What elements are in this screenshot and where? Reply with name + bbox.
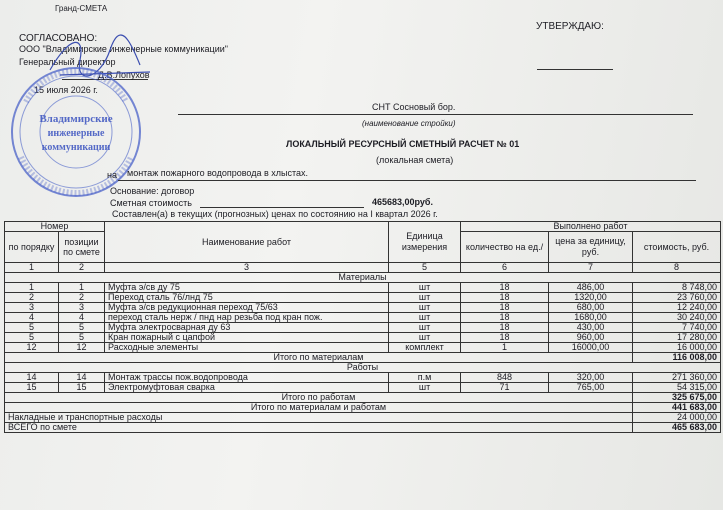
row-qty: 1	[461, 343, 549, 353]
row-unit: шт	[389, 293, 461, 303]
object-caption: (наименование стройки)	[362, 119, 456, 128]
estimate-subtitle: (локальная смета)	[376, 155, 454, 165]
overhead-label: Накладные и транспортные расходы	[5, 413, 633, 423]
row-pos: 14	[59, 373, 105, 383]
col-price-header: цена за единицу, руб.	[549, 232, 633, 263]
work-prefix: на	[107, 170, 117, 180]
row-seq: 5	[5, 323, 59, 333]
row-name: Электромуфтовая сварка	[105, 383, 389, 393]
row-pos: 2	[59, 293, 105, 303]
col-num: 3	[105, 263, 389, 273]
row-qty: 18	[461, 323, 549, 333]
row-unit: комплект	[389, 343, 461, 353]
company-stamp	[6, 62, 146, 202]
cost-value: 465683,00руб.	[372, 197, 433, 207]
stamp-line-3: коммуникации	[41, 142, 111, 153]
row-seq: 12	[5, 343, 59, 353]
material-row	[5, 313, 721, 323]
row-seq: 14	[5, 373, 59, 383]
grand-total-label: ВСЕГО по смете	[5, 423, 633, 433]
row-name: Муфта э/св редукционная переход 75/63	[105, 303, 389, 313]
row-unit: шт	[389, 383, 461, 393]
col-seq-header: по порядку	[5, 232, 59, 263]
prices-note: Составлен(а) в текущих (прогнозных) ценах по состоянию на I квартал 2026 г.	[112, 209, 438, 219]
row-cost: 23 760,00	[633, 293, 721, 303]
row-seq: 4	[5, 313, 59, 323]
row-price: 320,00	[549, 373, 633, 383]
row-seq: 15	[5, 383, 59, 393]
col-unit-header: Единица измерения	[389, 222, 461, 263]
work-row	[5, 383, 721, 393]
row-pos: 5	[59, 333, 105, 343]
material-row	[5, 343, 721, 353]
estimate-title: ЛОКАЛЬНЫЙ РЕСУРСНЫЙ СМЕТНЫЙ РАСЧЕТ № 01	[286, 139, 520, 149]
total-materials-value: 116 008,00	[633, 353, 721, 363]
row-name: Монтаж трассы пож.водопровода	[105, 373, 389, 383]
row-unit: шт	[389, 313, 461, 323]
total-materials-label: Итого по материалам	[5, 353, 633, 363]
row-cost: 7 740,00	[633, 323, 721, 333]
material-row	[5, 293, 721, 303]
row-qty: 18	[461, 293, 549, 303]
stamp-line-1: Владимирские	[39, 113, 113, 125]
row-seq: 2	[5, 293, 59, 303]
total-works-value: 325 675,00	[633, 393, 721, 403]
col-num: 7	[549, 263, 633, 273]
row-pos: 5	[59, 323, 105, 333]
row-cost: 30 240,00	[633, 313, 721, 323]
approved-label: УТВЕРЖДАЮ:	[536, 21, 604, 32]
stamp-line-2: инженерные	[47, 128, 105, 139]
total-both-label: Итого по материалам и работам	[5, 403, 633, 413]
section-works: Работы	[5, 363, 721, 373]
work-line	[118, 180, 696, 181]
row-unit: шт	[389, 323, 461, 333]
row-name: Расходные элементы	[105, 343, 389, 353]
row-cost: 17 280,00	[633, 333, 721, 343]
row-price: 1680,00	[549, 313, 633, 323]
material-row	[5, 333, 721, 343]
director-position: Генеральный директор	[19, 57, 116, 67]
row-unit: шт	[389, 283, 461, 293]
material-row	[5, 323, 721, 333]
basis-text: Основание: договор	[110, 186, 195, 196]
row-price: 1320,00	[549, 293, 633, 303]
row-name: Муфта э/св ду 75	[105, 283, 389, 293]
row-pos: 4	[59, 313, 105, 323]
row-qty: 18	[461, 283, 549, 293]
row-qty: 848	[461, 373, 549, 383]
row-price: 16000,00	[549, 343, 633, 353]
estimate-table	[4, 221, 721, 433]
total-both-value: 441 683,00	[633, 403, 721, 413]
row-qty: 18	[461, 303, 549, 313]
col-name-header: Наименование работ	[105, 222, 389, 263]
row-cost: 16 000,00	[633, 343, 721, 353]
col-num: 2	[59, 263, 105, 273]
material-row	[5, 303, 721, 313]
row-cost: 12 240,00	[633, 303, 721, 313]
row-cost: 271 360,00	[633, 373, 721, 383]
work-row	[5, 373, 721, 383]
row-pos: 3	[59, 303, 105, 313]
total-works-label: Итого по работам	[5, 393, 633, 403]
agreed-date: 15 июля 2026 г.	[34, 85, 98, 95]
row-seq: 3	[5, 303, 59, 313]
row-name: Переход сталь 76/лнд 75	[105, 293, 389, 303]
grand-total-value: 465 683,00	[633, 423, 721, 433]
col-number-header: Номер	[5, 222, 105, 232]
row-price: 486,00	[549, 283, 633, 293]
cost-line	[200, 207, 364, 208]
cost-label: Сметная стоимость	[110, 198, 192, 208]
object-name: СНТ Сосновый бор.	[372, 102, 456, 112]
row-unit: п.м	[389, 373, 461, 383]
agreed-label: СОГЛАСОВАНО:	[19, 33, 98, 44]
row-cost: 54 315,00	[633, 383, 721, 393]
row-seq: 1	[5, 283, 59, 293]
row-qty: 71	[461, 383, 549, 393]
col-num: 6	[461, 263, 549, 273]
object-line	[178, 114, 693, 115]
director-name: Д.В.Лопухов	[98, 70, 150, 80]
row-qty: 18	[461, 313, 549, 323]
row-name: переход сталь нерж / пнд нар резьба под кран пож.	[105, 313, 389, 323]
row-cost: 8 748,00	[633, 283, 721, 293]
row-price: 430,00	[549, 323, 633, 333]
col-num: 1	[5, 263, 59, 273]
row-name: Муфта электросварная ду 63	[105, 323, 389, 333]
company-name: ООО "Владимирские инженерные коммуникации"	[19, 44, 228, 54]
overhead-value: 24 000,00	[633, 413, 721, 423]
row-pos: 12	[59, 343, 105, 353]
col-cost-header: стоимость, руб.	[633, 232, 721, 263]
col-pos-header: позиции по смете	[59, 232, 105, 263]
approval-line	[537, 69, 613, 70]
col-num: 5	[389, 263, 461, 273]
col-done-header: Выполнено работ	[461, 222, 721, 232]
works-rows	[5, 373, 721, 393]
row-pos: 1	[59, 283, 105, 293]
row-seq: 5	[5, 333, 59, 343]
program-name: Гранд-СМЕТА	[55, 4, 108, 13]
materials-rows	[5, 283, 721, 353]
row-price: 680,00	[549, 303, 633, 313]
row-qty: 18	[461, 333, 549, 343]
row-name: Кран пожарный с цапфой	[105, 333, 389, 343]
col-qty-header: количество на ед./	[461, 232, 549, 263]
row-unit: шт	[389, 303, 461, 313]
col-num: 8	[633, 263, 721, 273]
row-pos: 15	[59, 383, 105, 393]
material-row	[5, 283, 721, 293]
row-price: 765,00	[549, 383, 633, 393]
row-price: 960,00	[549, 333, 633, 343]
section-materials: Материалы	[5, 273, 721, 283]
work-description: монтаж пожарного водопровода в хлыстах.	[127, 168, 308, 178]
row-unit: шт	[389, 333, 461, 343]
